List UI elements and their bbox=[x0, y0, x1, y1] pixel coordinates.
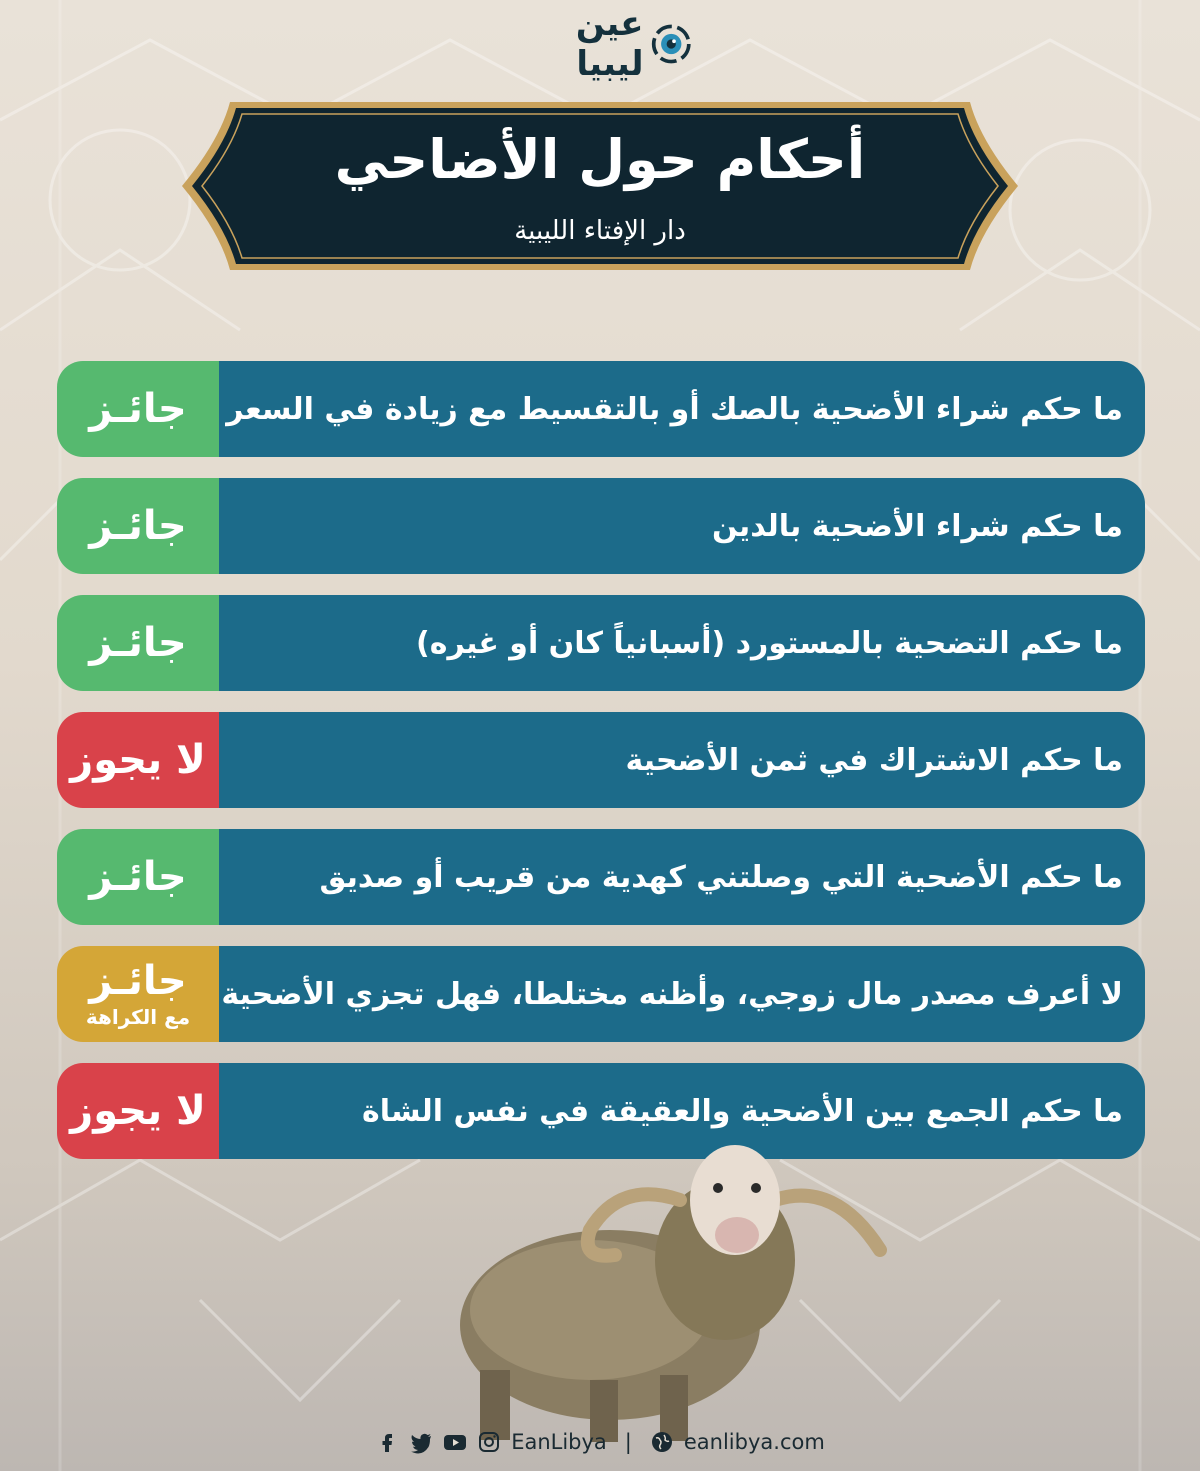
brand-name: عين ليبيا bbox=[575, 4, 644, 84]
list-item bbox=[57, 595, 1145, 691]
sheep-illustration bbox=[440, 1140, 890, 1445]
question-text: ما حكم الأضحية التي وصلتني كهدية من قريب أو صديق bbox=[219, 829, 1145, 925]
verdict-label: جائـز bbox=[89, 958, 187, 1004]
youtube-icon[interactable] bbox=[443, 1430, 467, 1454]
question-text: ما حكم الجمع بين الأضحية والعقيقة في نفس الشاة bbox=[219, 1063, 1145, 1159]
list-item bbox=[57, 478, 1145, 574]
facebook-icon[interactable] bbox=[375, 1430, 399, 1454]
verdict-label: لا يجوز bbox=[70, 1088, 206, 1134]
instagram-icon[interactable] bbox=[477, 1430, 501, 1454]
verdict-label: جائـز bbox=[89, 620, 187, 666]
twitter-icon[interactable] bbox=[409, 1430, 433, 1454]
list-item bbox=[57, 946, 1145, 1042]
verdict-badge-allowed bbox=[57, 478, 219, 574]
verdict-badge-forbidden bbox=[57, 1063, 219, 1159]
question-text: ما حكم التضحية بالمستورد (أسبانياً كان أو غيره) bbox=[219, 595, 1145, 691]
social-footer bbox=[0, 1430, 1200, 1454]
list-item bbox=[57, 361, 1145, 457]
verdict-badge-forbidden bbox=[57, 712, 219, 808]
verdict-label: جائـز bbox=[89, 503, 187, 549]
page-subtitle: دار الإفتاء الليبية bbox=[514, 216, 686, 246]
footer-separator: | bbox=[624, 1430, 632, 1454]
verdict-label: لا يجوز bbox=[70, 737, 206, 783]
verdict-badge-allowed bbox=[57, 829, 219, 925]
verdict-label: جائـز bbox=[89, 854, 187, 900]
question-text: لا أعرف مصدر مال زوجي، وأظنه مختلطا، فهل تجزي الأضحية bbox=[219, 946, 1145, 1042]
list-item bbox=[57, 712, 1145, 808]
rulings-list bbox=[57, 361, 1145, 1180]
brand-logo bbox=[508, 4, 692, 84]
verdict-badge-allowed bbox=[57, 595, 219, 691]
question-text: ما حكم الاشتراك في ثمن الأضحية bbox=[219, 712, 1145, 808]
question-text: ما حكم شراء الأضحية بالصك أو بالتقسيط مع زيادة في السعر bbox=[219, 361, 1145, 457]
list-item bbox=[57, 829, 1145, 925]
social-handle[interactable]: EanLibya bbox=[511, 1430, 607, 1454]
page-title: أحكام حول الأضاحي bbox=[334, 128, 866, 191]
verdict-badge-allowed bbox=[57, 361, 219, 457]
globe-icon bbox=[650, 1430, 674, 1454]
verdict-label: جائـز bbox=[89, 386, 187, 432]
question-text: ما حكم شراء الأضحية بالدين bbox=[219, 478, 1145, 574]
eye-icon bbox=[650, 21, 692, 67]
website-link[interactable]: eanlibya.com bbox=[683, 1430, 825, 1454]
verdict-note: مع الكراهة bbox=[85, 1005, 191, 1029]
verdict-badge-conditional bbox=[57, 946, 219, 1042]
